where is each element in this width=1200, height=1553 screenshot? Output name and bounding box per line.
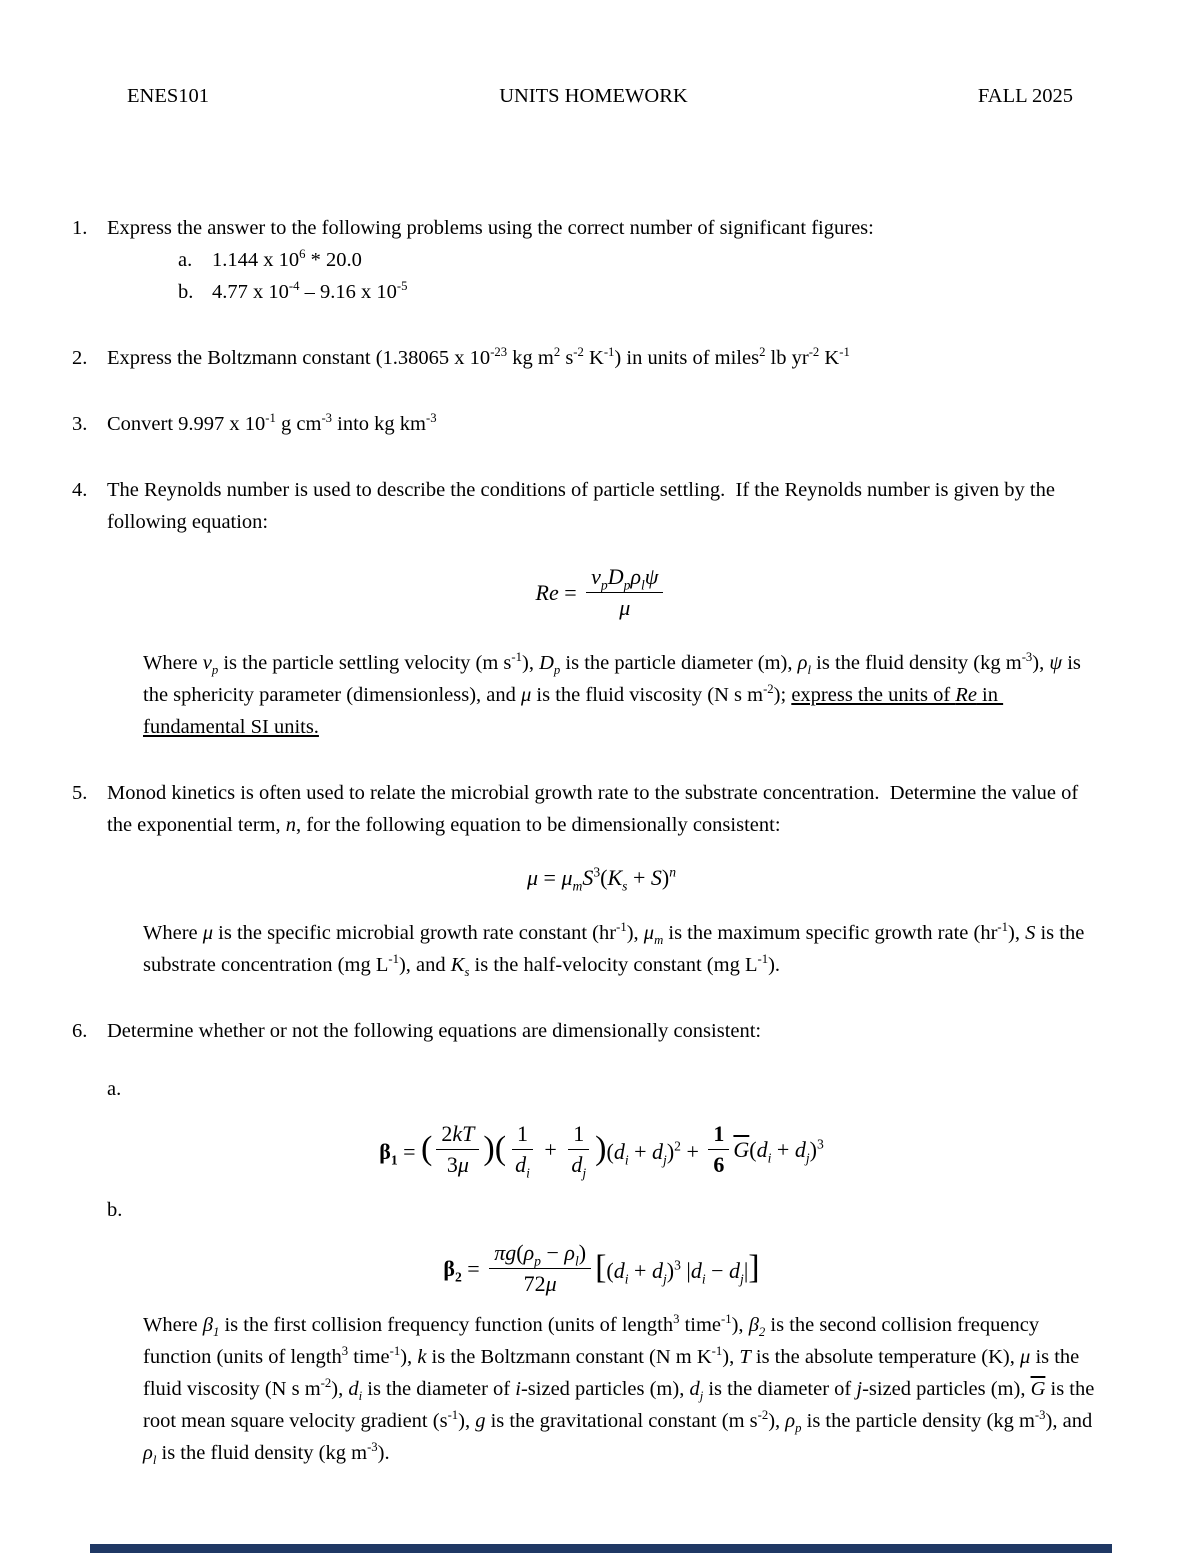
problem-6b-label: b.: [107, 1199, 123, 1221]
problem-5-number: 5.: [72, 782, 88, 804]
problem-6a-label: a.: [107, 1078, 122, 1100]
problem-5-definitions: Where μ is the specific microbial growth rate constant $(hr^{-1})$, $\mu_m$ is the maximum specific growth rate $(hr^{-1})$, S is the substrate concentration (mg $L^{-1}$), and $K_s$ is the half-velocity constant (mg $L^{-1}$).: [143, 920, 1090, 980]
problem-6-definitions: Where $\beta_1$ is the first collision frequency function (units of length$^3$ time$^{-1}$), $\beta_2$ is the second collision frequency function (units of length$^3$ time$^{-1}$), k is the Boltzmann constant (N m $K^{-1}$), T is the absolute temperature (K), μ is the fluid viscosity (N s $m^{-2}$), $d_i$ is the diameter of i-sized particles (m), $d_j$ is the diameter of j-sized particles (m), $\overline{G}$ is the root mean square velocity gradient $(s^{-1})$, g is the gravitational constant (m $s^{-2}$), $\rho_p$ is the particle density (kg $m^{-3}$), and $\rho_l$ is the fluid density (kg $m^{-3}$).: [143, 1312, 1100, 1468]
next-page-edge-bar: [90, 1544, 1112, 1553]
document-header: [0, 0, 1200, 112]
header-term: FALL 2025: [977, 85, 1073, 107]
problem-1-body: [107, 212, 1096, 308]
problem-1b-label: b.: [178, 281, 194, 303]
problem-1b-expression: 4.77 x $10^{-4} - 9.16$ x $10^{-5}$: [212, 279, 408, 303]
problem-4-number: 4.: [72, 479, 88, 501]
problem-2-number: 2.: [72, 347, 88, 369]
problem-3-body: [107, 408, 1096, 440]
problem-3: [72, 408, 1096, 440]
problem-1b: [107, 276, 1096, 308]
problem-2-body: [107, 342, 1096, 374]
problem-6-text: Determine whether or not the following equations are dimensionally consistent:: [107, 1020, 762, 1042]
problem-1-text: Express the answer to the following problems using the correct number of significant figures:: [107, 217, 874, 239]
problem-4-body: [107, 474, 1096, 743]
problem-4-definitions: Where $v_p$ is the particle settling velocity (m $s^{-1}$), $D_p$ is the particle diameter (m), $\rho_l$ is the fluid density (kg $m^{-3}$), ψ is the sphericity parameter (dimensionless), and μ is the fluid viscosity (N s $m^{-2}$); express the units of Re in fundamental SI units.: [143, 650, 1087, 738]
problem-6-body: [107, 1015, 1100, 1469]
problem-5-text: Monod kinetics is often used to relate the microbial growth rate to the substrate concentration. Determine the value of the exponential term, n, for the following equation to be dimensionally consistent:: [107, 782, 1084, 836]
problem-1a: [107, 244, 1096, 276]
equation-collision-frequency-2: $\beta_2$ = $\frac{\pi g(\rho_p - \rho_l)}{72\mu}$ [$(d_i + d_j)^3$ $|d_i - d_j|$]: [443, 1240, 760, 1296]
problem-6-number: 6.: [72, 1020, 88, 1042]
problem-1-number: 1.: [72, 217, 88, 239]
problem-2: [72, 342, 1096, 374]
equation-reynolds: Re = $\frac{v_pD_p\rho_l\psi}{\mu}$: [107, 562, 1096, 623]
problem-1a-expression: 1.144 x $10^6 * 20.0$: [212, 247, 362, 271]
equation-collision-frequency-1: $\beta_1$ = ( $\frac{2kT}{3\mu}$ )( $\frac{1}{d_i}$ + $\frac{1}{d_j}$ )$(d_i + d_j)^2$ + $\frac{1}{6}$ $\overline{G}(d_i + d_j)^3$: [379, 1121, 824, 1181]
problem-5: [72, 777, 1096, 981]
problem-1: [72, 212, 1096, 308]
problem-4: [72, 474, 1096, 743]
problem-4-text: The Reynolds number is used to describe the conditions of particle settling. If the Reynolds number is given by the following equation:: [107, 479, 1061, 533]
problem-list: [0, 212, 1200, 1469]
problem-5-body: [107, 777, 1096, 981]
problem-3-number: 3.: [72, 413, 88, 435]
equation-monod: $\mu = \mu_mS^3(K_s + S)^n$: [526, 864, 677, 894]
problem-2-text: Express the Boltzmann constant (1.38065 x $10^{-23}$ kg $m^2$ $s^{-2}$ $K^{-1}$) in units of miles$^2$ lb $yr^{-2}$ $K^{-1}$: [107, 345, 850, 369]
problem-6: [72, 1015, 1100, 1469]
problem-3-text: Convert 9.997 x $10^{-1}$ g $cm^{-3}$ into kg $km^{-3}$: [107, 411, 437, 435]
header-course: ENES101: [127, 85, 209, 107]
problem-1a-label: a.: [178, 249, 193, 271]
header-title: UNITS HOMEWORK: [499, 85, 688, 107]
